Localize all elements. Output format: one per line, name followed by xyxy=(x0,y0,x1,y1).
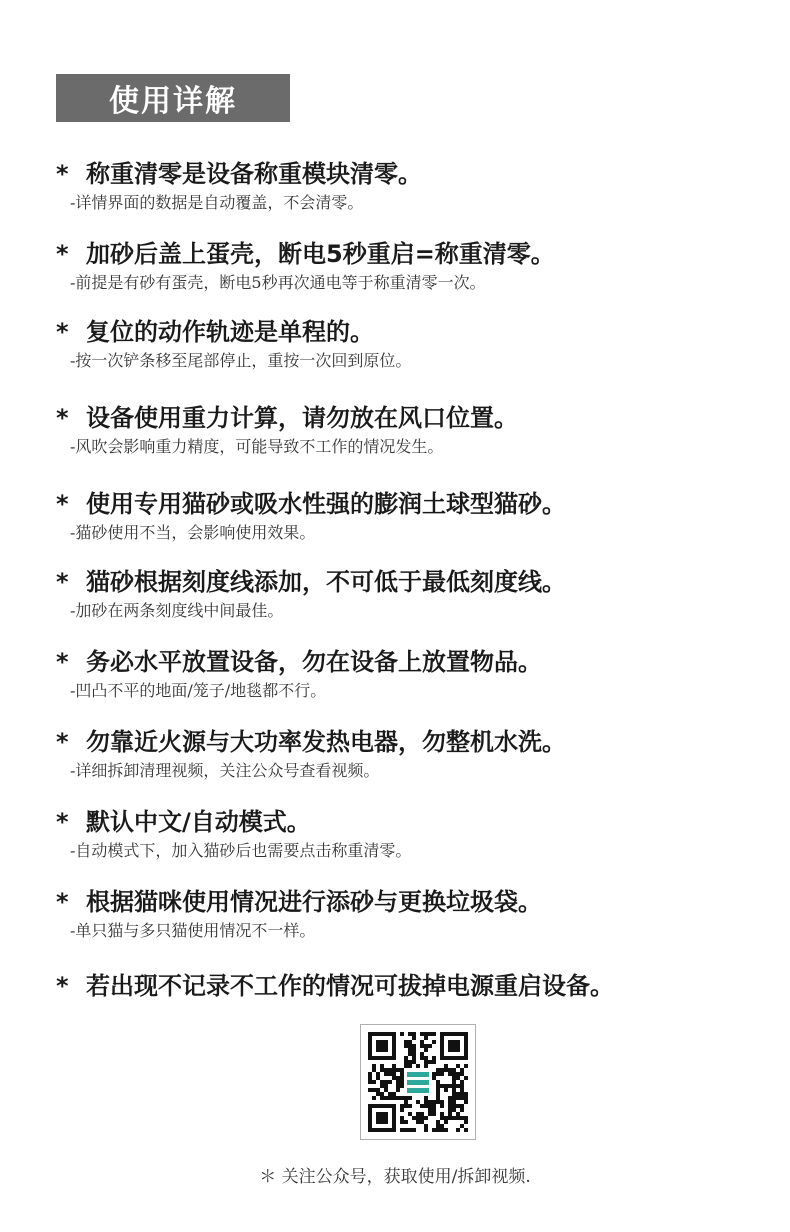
bullet-star: * xyxy=(56,404,69,432)
tip-main-text: 默认中文/自动模式。 xyxy=(86,808,311,836)
tip-item xyxy=(56,806,776,862)
tip-main-text: 若出现不记录不工作的情况可拔掉电源重启设备。 xyxy=(86,972,614,1000)
tip-item xyxy=(56,726,776,782)
footer-note: ＊ 关注公众号，获取使用/拆卸视频. xyxy=(259,1167,531,1187)
bullet-star: * xyxy=(56,888,69,916)
tip-item xyxy=(56,886,776,942)
bullet-star: * xyxy=(56,318,69,346)
tip-sub-text: -详细拆卸清理视频，关注公众号查看视频。 xyxy=(70,761,380,780)
tip-main-text: 设备使用重力计算，请勿放在风口位置。 xyxy=(86,404,518,432)
tip-sub-text: -自动模式下，加入猫砂后也需要点击称重清零。 xyxy=(70,841,412,860)
tip-item xyxy=(56,488,776,544)
tip-item xyxy=(56,566,776,622)
tip-sub-text: -凹凸不平的地面/笼子/地毯都不行。 xyxy=(70,681,327,700)
bullet-star: * xyxy=(56,568,69,596)
tip-sub-text: -前提是有砂有蛋壳，断电5秒再次通电等于称重清零一次。 xyxy=(70,273,486,292)
tip-sub-text: -按一次铲条移至尾部停止，重按一次回到原位。 xyxy=(70,351,412,370)
tip-item xyxy=(56,646,776,702)
tip-sub-text: -风吹会影响重力精度，可能导致不工作的情况发生。 xyxy=(70,437,444,456)
section-header xyxy=(56,74,290,122)
tip-sub-text: -加砂在两条刻度线中间最佳。 xyxy=(70,601,284,620)
tip-main-text: 加砂后盖上蛋壳，断电5秒重启=称重清零。 xyxy=(86,240,555,268)
bullet-star: * xyxy=(56,490,69,518)
qr-code-icon xyxy=(361,1025,475,1139)
tip-main-text: 称重清零是设备称重模块清零。 xyxy=(86,160,422,188)
bullet-star: * xyxy=(56,648,69,676)
tip-sub-text: -猫砂使用不当，会影响使用效果。 xyxy=(70,523,316,542)
bullet-star: * xyxy=(56,808,69,836)
bullet-star: * xyxy=(56,728,69,756)
tip-item xyxy=(56,238,776,294)
tip-item xyxy=(56,316,776,372)
bullet-star: * xyxy=(56,240,69,268)
tip-item xyxy=(56,970,776,1002)
tip-main-text: 复位的动作轨迹是单程的。 xyxy=(86,318,374,346)
tip-main-text: 根据猫咪使用情况进行添砂与更换垃圾袋。 xyxy=(86,888,542,916)
tip-item xyxy=(56,158,776,214)
bullet-star: * xyxy=(56,160,69,188)
tip-main-text: 猫砂根据刻度线添加，不可低于最低刻度线。 xyxy=(86,568,566,596)
qr-code[interactable] xyxy=(360,1024,476,1140)
tip-main-text: 务必水平放置设备，勿在设备上放置物品。 xyxy=(86,648,542,676)
tip-main-text: 使用专用猫砂或吸水性强的膨润土球型猫砂。 xyxy=(86,490,566,518)
tip-main-text: 勿靠近火源与大功率发热电器，勿整机水洗。 xyxy=(86,728,566,756)
tip-item xyxy=(56,402,776,458)
section-title: 使用详解 xyxy=(109,84,237,119)
tip-sub-text: -详情界面的数据是自动覆盖，不会清零。 xyxy=(70,193,364,212)
bullet-star: * xyxy=(56,972,69,1000)
tip-sub-text: -单只猫与多只猫使用情况不一样。 xyxy=(70,921,316,940)
